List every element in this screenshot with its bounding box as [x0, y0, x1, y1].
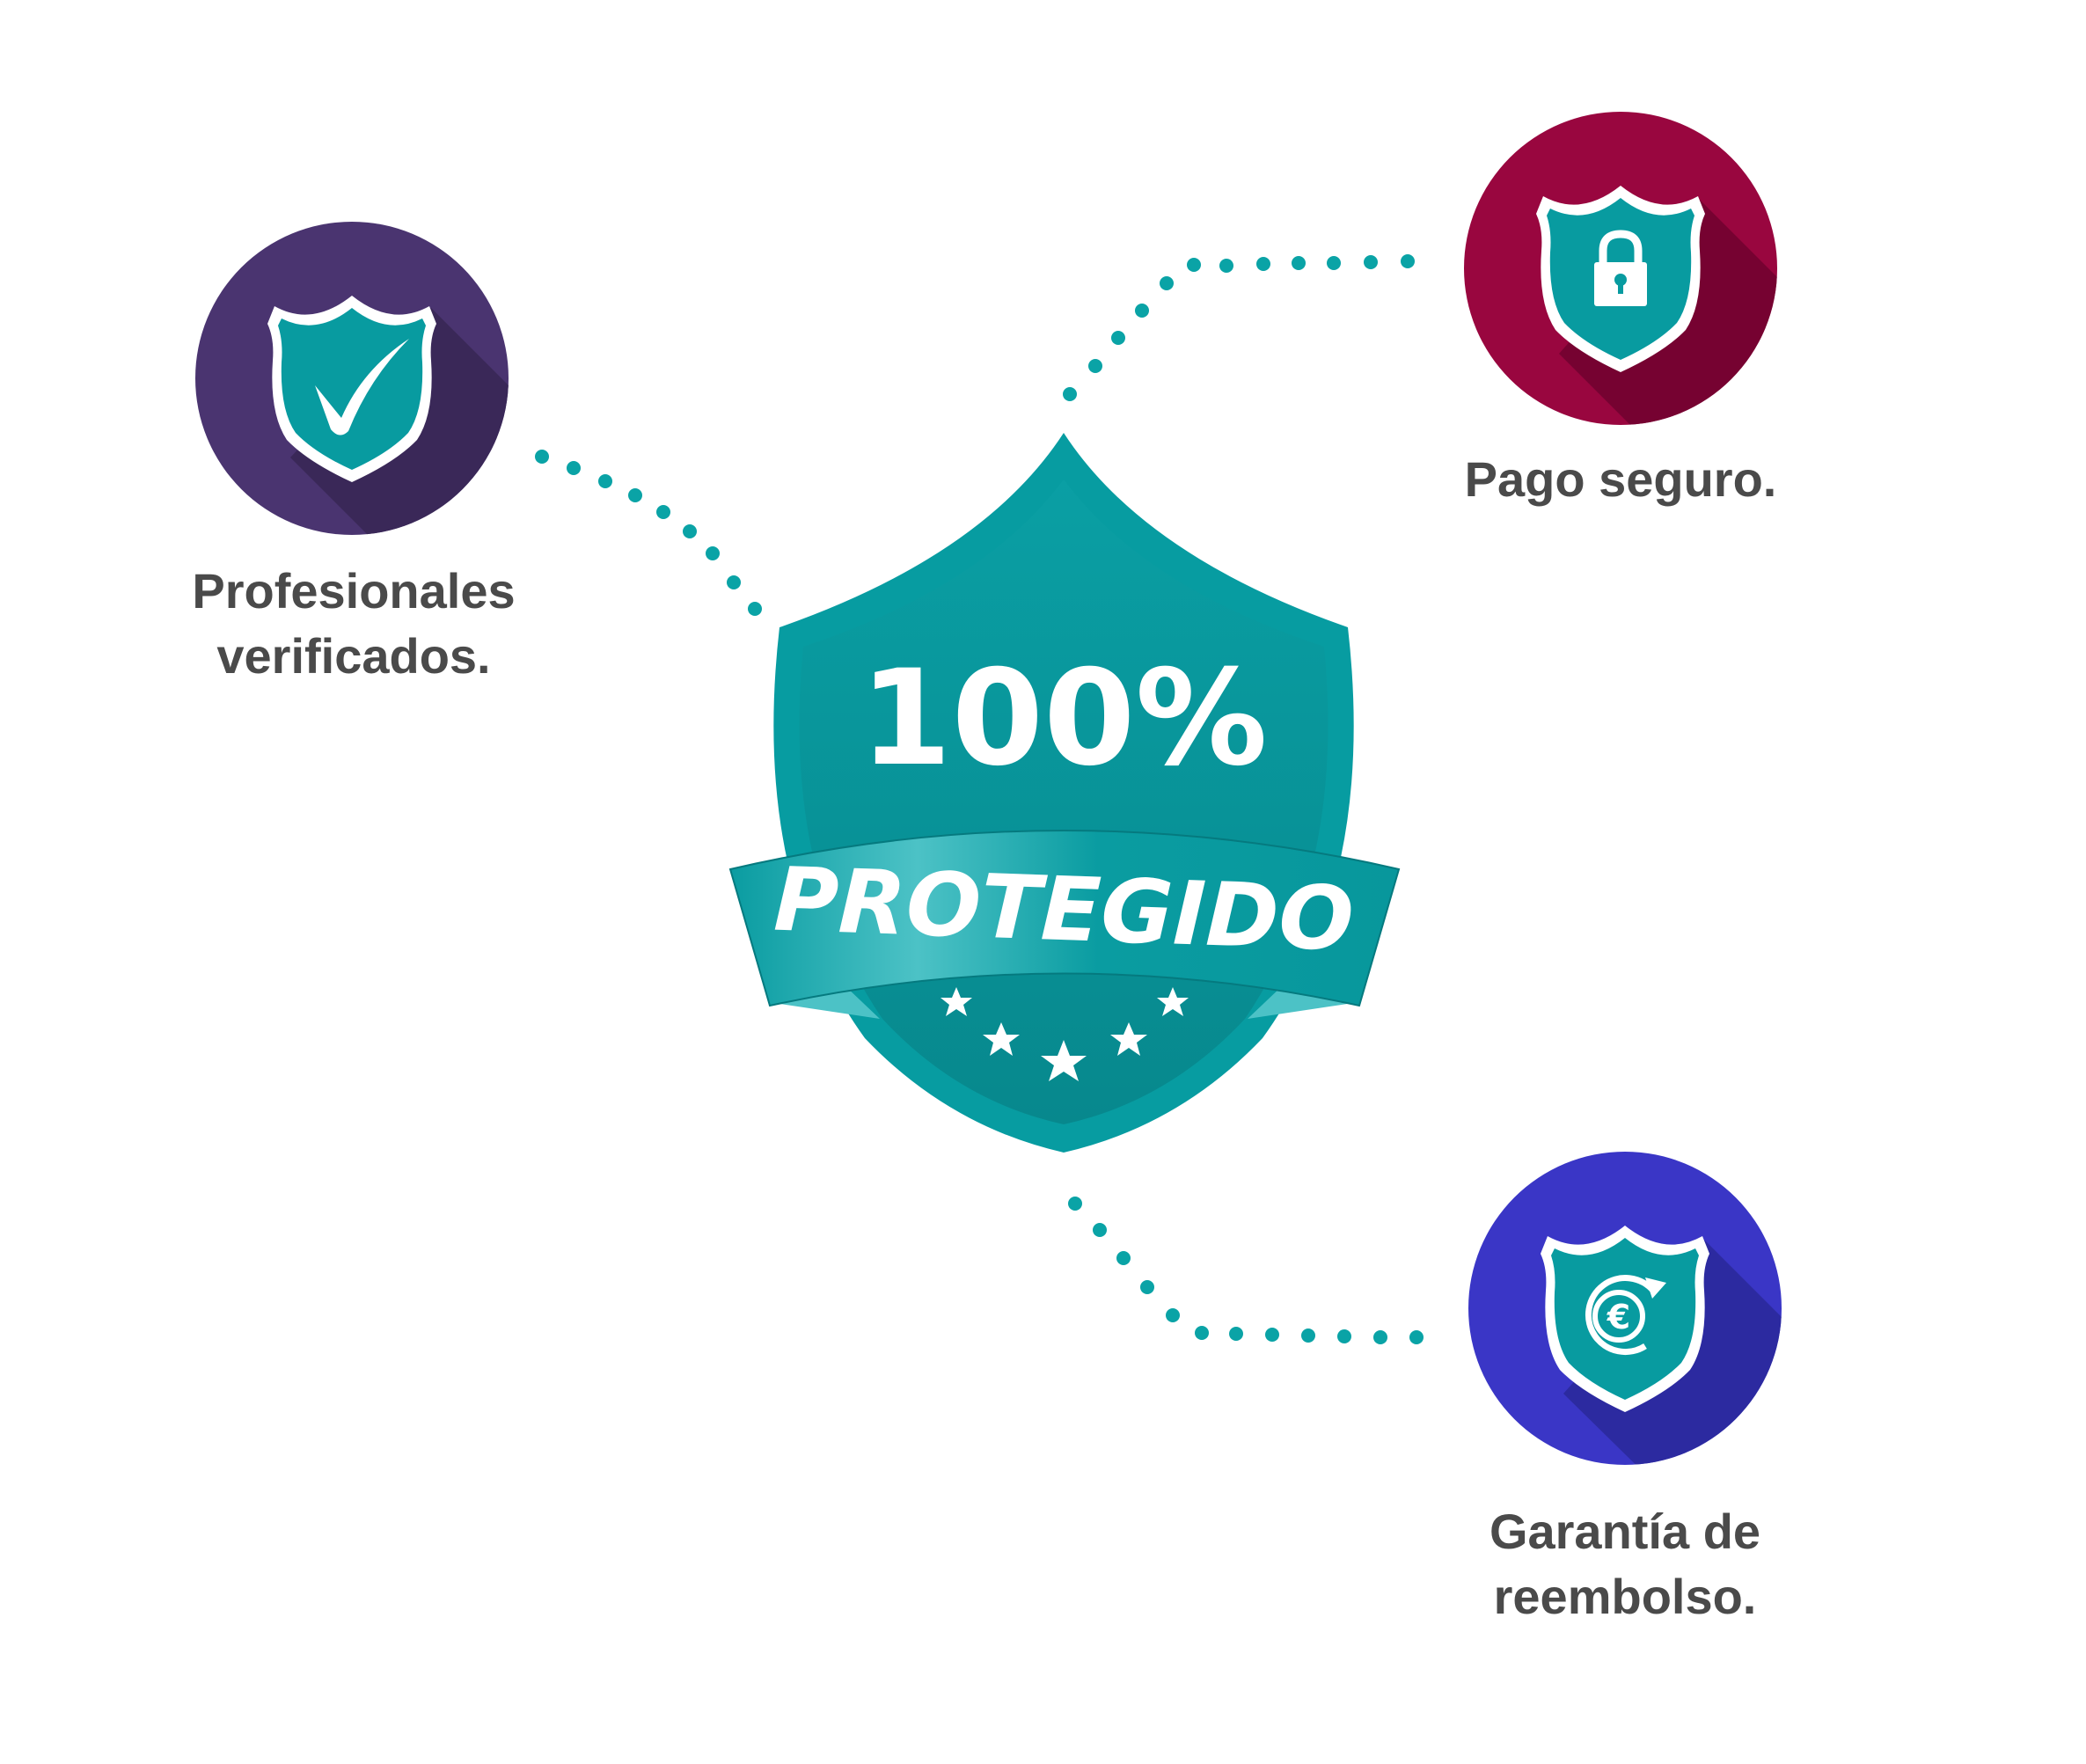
connector-refund	[1068, 1197, 1424, 1344]
label-verified	[107, 559, 600, 689]
connector-payment	[1063, 254, 1415, 401]
label-refund-line1: Garantía de	[1489, 1504, 1761, 1559]
label-verified-line2: verificados.	[216, 628, 491, 684]
label-payment	[1374, 447, 1867, 512]
label-verified-line1: Profesionales	[192, 563, 516, 618]
label-refund	[1379, 1499, 1871, 1629]
feature-refund	[1468, 1152, 1834, 1496]
badge-ribbon-text: PROTEGIDO	[772, 847, 1356, 971]
protected-badge	[730, 433, 1399, 1153]
svg-text:€: €	[1607, 1298, 1631, 1336]
badge-percent: 100%	[860, 642, 1268, 795]
feature-payment	[1464, 112, 1830, 457]
label-payment-line1: Pago seguro.	[1464, 451, 1777, 507]
feature-verified	[195, 222, 563, 563]
label-refund-line2: reembolso.	[1493, 1569, 1757, 1624]
